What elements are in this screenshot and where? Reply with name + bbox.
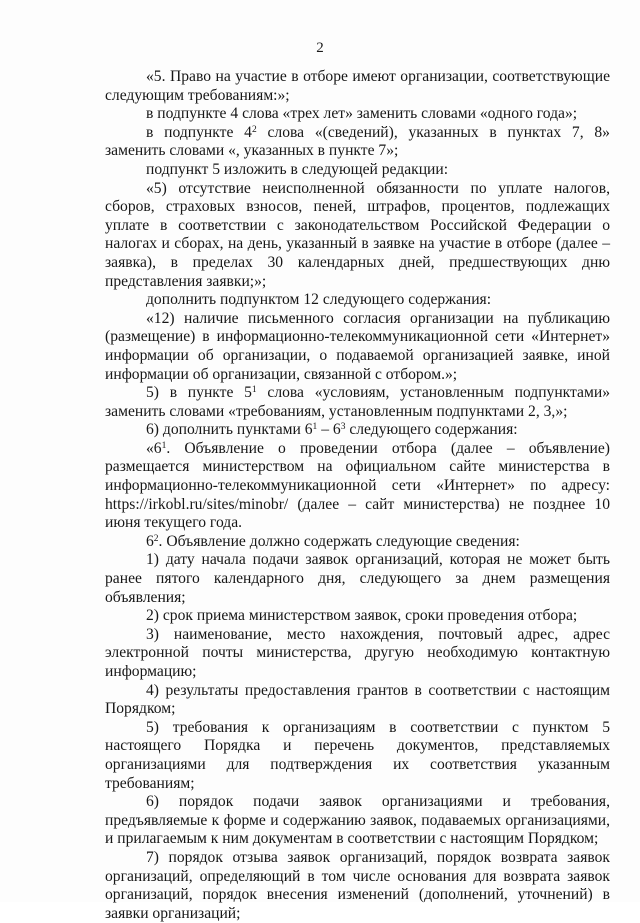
superscript: 2 (251, 124, 257, 135)
superscript: 2 (153, 533, 159, 544)
paragraph (105, 105, 610, 124)
paragraph (105, 607, 610, 626)
superscript: 1 (161, 440, 167, 451)
paragraph-text: дополнить подпунктом 12 следующего содержания: (146, 291, 492, 309)
superscript: 3 (340, 422, 346, 433)
superscript: 1 (251, 384, 257, 395)
paragraph-text: слова «(сведений), указанных в пунктах 7, 8» заменить словами «, указанных в пункте 7»; (105, 123, 610, 160)
paragraph (105, 161, 610, 180)
paragraph-text: . Объявление о проведении отбора (далее – объявление) размещается министерством на официальном сайте министерства в информационно-телекоммуникационной сети «Интернет» по адресу: https://irkobl.ru/sites/minobr/ (далее – сайт министерства) не позднее 10 июня текущего года. (105, 439, 610, 532)
paragraph-text: 6 (146, 532, 154, 550)
paragraph-text: «12) наличие письменного согласия организации на публикацию (размещение) в информационно-телекоммуникационной сети «Интернет» информации об организации, о подаваемой организацией заявке, иной информации об организации, связанной с отбором.»; (105, 309, 610, 383)
paragraph-text: в подпункте 4 (146, 123, 252, 141)
paragraph (105, 551, 610, 607)
paragraph (105, 719, 610, 793)
paragraph-text: 5) в пункте 5 (146, 384, 252, 402)
paragraph (105, 68, 610, 105)
paragraph-text: . Объявление должно содержать следующие сведения: (158, 532, 520, 550)
paragraph (105, 626, 610, 682)
paragraph (105, 849, 610, 923)
paragraph-text: «5. Право на участие в отборе имеют организации, соответствующие следующим требованиям:»; (105, 68, 610, 104)
document-body (105, 68, 610, 923)
paragraph (105, 310, 610, 384)
paragraph-text: «5) отсутствие неисполненной обязанности по уплате налогов, сборов, страховых взносов, пеней, штрафов, процентов, подлежащих уплате в соответствии с законодательством Российской Федерации о налогах и сборах, на день, указанный в заявке на участие в отборе (далее – заявка), в пределах 30 календарных дней, предшествующих дню представления заявки;»; (105, 179, 610, 290)
paragraph-text: 3) наименование, место нахождения, почтовый адрес, адрес электронной почты министерства, другую необходимую контактную информацию; (105, 625, 610, 680)
paragraph-text: 1) дату начала подачи заявок организаций, которая не может быть ранее пятого календарного дня, следующего за днем размещения объявления; (105, 551, 610, 606)
superscript: 1 (312, 422, 318, 433)
paragraph-text: следующего содержания: (345, 421, 518, 439)
paragraph-text: в подпункте 4 слова «трех лет» заменить словами «одного года»; (146, 105, 578, 123)
paragraph-text: 6) порядок подачи заявок организациями и требования, предъявляемые к форме и содержанию заявок, подаваемых организациями, и прилагаемым к ним документам в соответствии с настоящим Порядком; (105, 793, 610, 848)
paragraph (105, 291, 610, 310)
paragraph-text: подпункт 5 изложить в следующей редакции: (146, 160, 449, 178)
paragraph-text: «6 (146, 439, 162, 457)
paragraph-text: 5) требования к организациям в соответствии с пунктом 5 настоящего Порядка и перечень документов, представляемых организациями для подтверждения их соответствия указанным требованиям; (105, 718, 610, 792)
paragraph-text: слова «условиям, установленным подпунктами» заменить словами «требованиям, установленным подпунктами 2, 3,»; (105, 384, 610, 420)
paragraph-text: – 6 (317, 421, 341, 439)
paragraph (105, 180, 610, 292)
paragraph (105, 533, 610, 552)
paragraph (105, 384, 610, 421)
paragraph (105, 124, 610, 161)
paragraph-text: 6) дополнить пунктами 6 (146, 421, 313, 439)
page-number: 2 (316, 40, 324, 56)
paragraph (105, 440, 610, 533)
paragraph-text: 4) результаты предоставления грантов в соответствии с настоящим Порядком; (105, 681, 610, 718)
paragraph (105, 793, 610, 849)
paragraph-text: 7) порядок отзыва заявок организаций, порядок возврата заявок организаций, определяющий в том числе основания для возврата заявок организаций, порядок внесения изменений (дополнений, уточнений) в заявки организаций; (105, 848, 610, 922)
paragraph (105, 421, 610, 440)
paragraph-text: 2) срок приема министерством заявок, сроки проведения отбора; (146, 607, 578, 625)
paragraph (105, 682, 610, 719)
